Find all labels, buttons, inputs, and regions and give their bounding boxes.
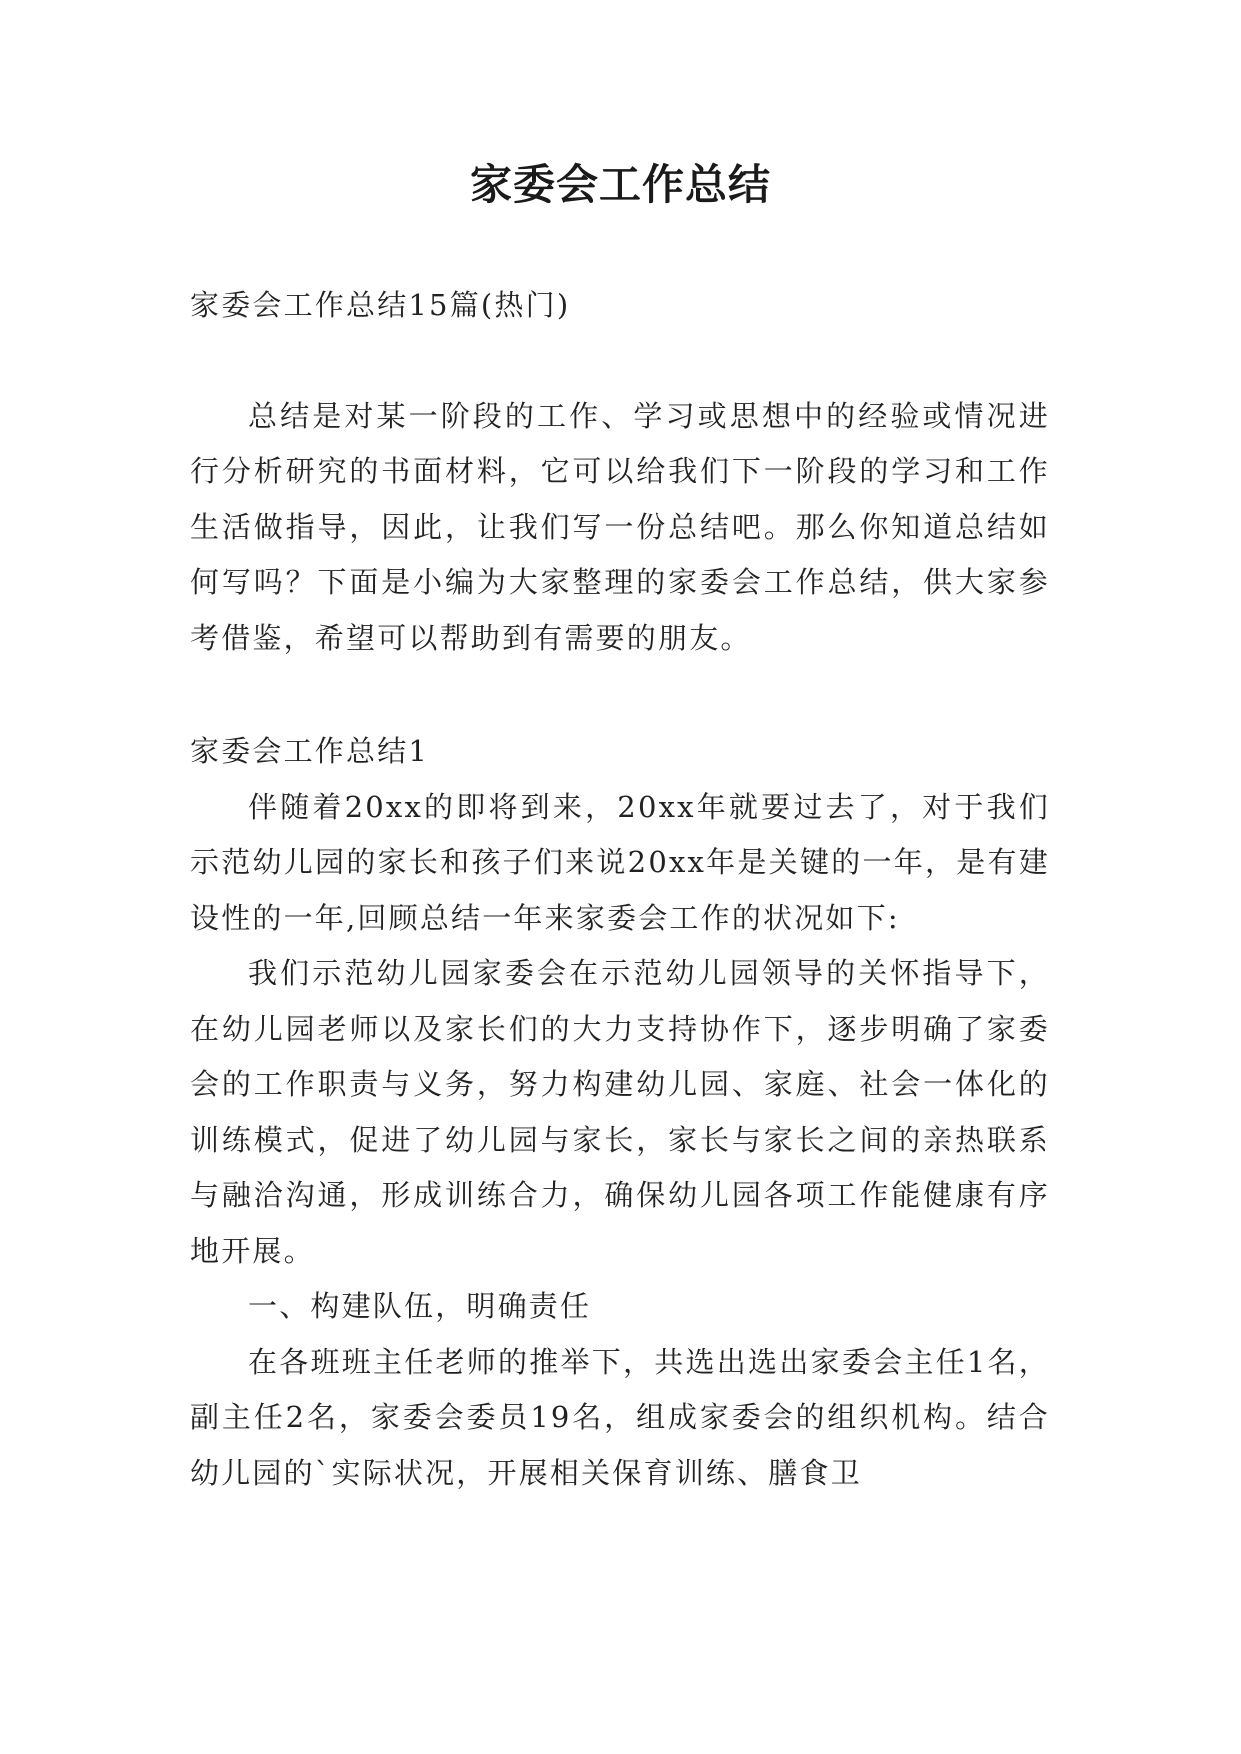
spacer bbox=[190, 334, 1050, 389]
body-paragraph-2: 我们示范幼儿园家委会在示范幼儿园领导的关怀指导下，在幼儿园老师以及家长们的大力支持协作下，逐步明确了家委会的工作职责与义务，努力构建幼儿园、家庭、社会一体化的训练模式，促进了幼儿园与家长，家长与家长之间的亲热联系与融洽沟通，形成训练合力，确保幼儿园各项工作能健康有序地开展。 bbox=[190, 956, 1050, 1268]
intro-paragraph: 总结是对某一阶段的工作、学习或思想中的经验或情况进行分析研究的书面材料，它可以给我们下一阶段的学习和工作生活做指导，因此，让我们写一份总结吧。那么你知道总结如何写吗？下面是小编为大家整理的家委会工作总结，供大家参考借鉴，希望可以帮助到有需要的朋友。 bbox=[190, 398, 1050, 655]
document-body bbox=[190, 278, 1050, 1501]
body-paragraph-3: 在各班班主任老师的推举下，共选出选出家委会主任1名，副主任2名，家委会委员19名，组成家委会的组织机构。结合幼儿园的`实际状况，开展相关保育训练、膳食卫 bbox=[190, 1344, 1050, 1490]
spacer bbox=[190, 666, 1050, 724]
body-paragraph-1: 伴随着20xx的即将到来，20xx年就要过去了，对于我们示范幼儿园的家长和孩子们来说20xx年是关键的一年，是有建设性的一年,回顾总结一年来家委会工作的状况如下: bbox=[190, 789, 1050, 935]
section-heading: 家委会工作总结1 bbox=[190, 734, 430, 768]
document-title: 家委会工作总结 bbox=[469, 160, 771, 209]
document-subtitle: 家委会工作总结15篇(热门) bbox=[190, 288, 571, 322]
subsection-heading: 一、构建队伍，明确责任 bbox=[248, 1289, 592, 1323]
